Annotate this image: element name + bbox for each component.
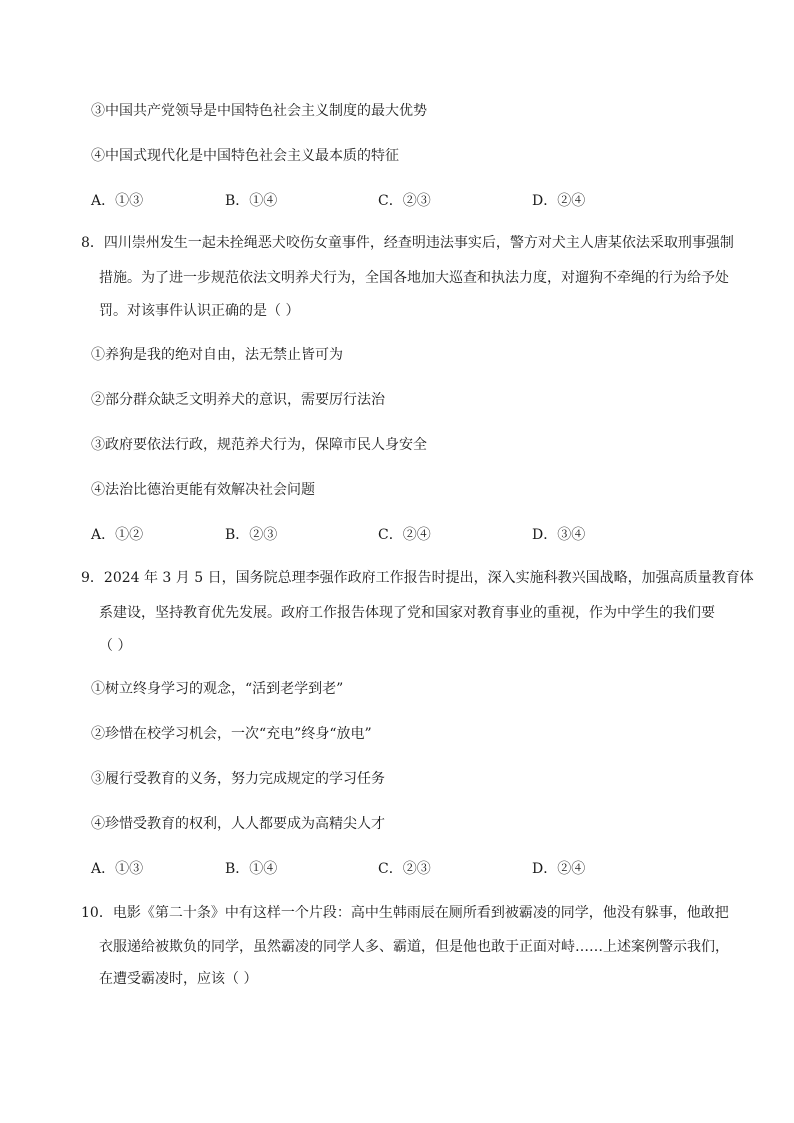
q9-stem-line-3: （ ） xyxy=(99,638,132,654)
q9-item-2: ②珍惜在校学习机会，一次“充电”终身“放电” xyxy=(91,726,372,742)
q9-option-d[interactable]: D．②④ xyxy=(532,861,586,877)
q10-stem-line-1: 10．电影《第二十条》中有这样一个片段：高中生韩雨辰在厕所看到被霸凌的同学，他没有躲事，他敢把 xyxy=(81,905,729,921)
q7-option-a[interactable]: A．①③ xyxy=(91,193,144,209)
q7-option-c[interactable]: C．②③ xyxy=(378,193,431,209)
q7-option-d[interactable]: D．②④ xyxy=(532,193,586,209)
q8-item-4: ④法治比德治更能有效解决社会问题 xyxy=(91,482,315,498)
q9-item-3: ③履行受教育的义务，努力完成规定的学习任务 xyxy=(91,771,385,787)
q8-option-a[interactable]: A．①② xyxy=(91,527,144,543)
q8-stem-line-1: 8．四川崇州发生一起未拴绳恶犬咬伤女童事件，经查明违法事实后，警方对犬主人唐某依法采取刑事强制 xyxy=(81,235,734,251)
q9-stem-line-2: 系建设，坚持教育优先发展。政府工作报告体现了党和国家对教育事业的重视，作为中学生的我们要 xyxy=(99,605,715,621)
q8-item-2: ②部分群众缺乏文明养犬的意识，需要厉行法治 xyxy=(91,392,385,408)
q7-option-b[interactable]: B．①④ xyxy=(225,193,278,209)
q10-stem-line-3: 在遭受霸凌时，应该（ ） xyxy=(99,971,258,987)
q8-item-3: ③政府要依法行政，规范养犬行为，保障市民人身安全 xyxy=(91,437,427,453)
q9-item-4: ④珍惜受教育的权利，人人都要成为高精尖人才 xyxy=(91,816,385,832)
q7-item-4: ④中国式现代化是中国特色社会主义最本质的特征 xyxy=(91,148,399,164)
q10-stem-line-2: 衣服递给被欺负的同学，虽然霸凌的同学人多、霸道，但是他也敢于正面对峙……上述案例警示我们， xyxy=(99,939,729,955)
q8-option-c[interactable]: C．②④ xyxy=(378,527,431,543)
q8-item-1: ①养狗是我的绝对自由，法无禁止皆可为 xyxy=(91,347,343,363)
q8-option-b[interactable]: B．②③ xyxy=(225,527,278,543)
q7-item-3: ③中国共产党领导是中国特色社会主义制度的最大优势 xyxy=(91,103,427,119)
q9-item-1: ①树立终身学习的观念，“活到老学到老” xyxy=(91,681,344,697)
q8-stem-line-2: 措施。为了进一步规范依法文明养犬行为，全国各地加大巡查和执法力度，对遛狗不牵绳的行为给予处 xyxy=(99,270,729,286)
q9-stem-line-1: 9．2024 年 3 月 5 日，国务院总理李强作政府工作报告时提出，深入实施科教兴国战略，加强高质量教育体 xyxy=(81,570,754,586)
q9-option-b[interactable]: B．①④ xyxy=(225,861,278,877)
q9-option-a[interactable]: A．①③ xyxy=(91,861,144,877)
q9-option-c[interactable]: C．②③ xyxy=(378,861,431,877)
q8-stem-line-3: 罚。对该事件认识正确的是（ ） xyxy=(99,303,300,319)
q8-option-d[interactable]: D．③④ xyxy=(532,527,586,543)
